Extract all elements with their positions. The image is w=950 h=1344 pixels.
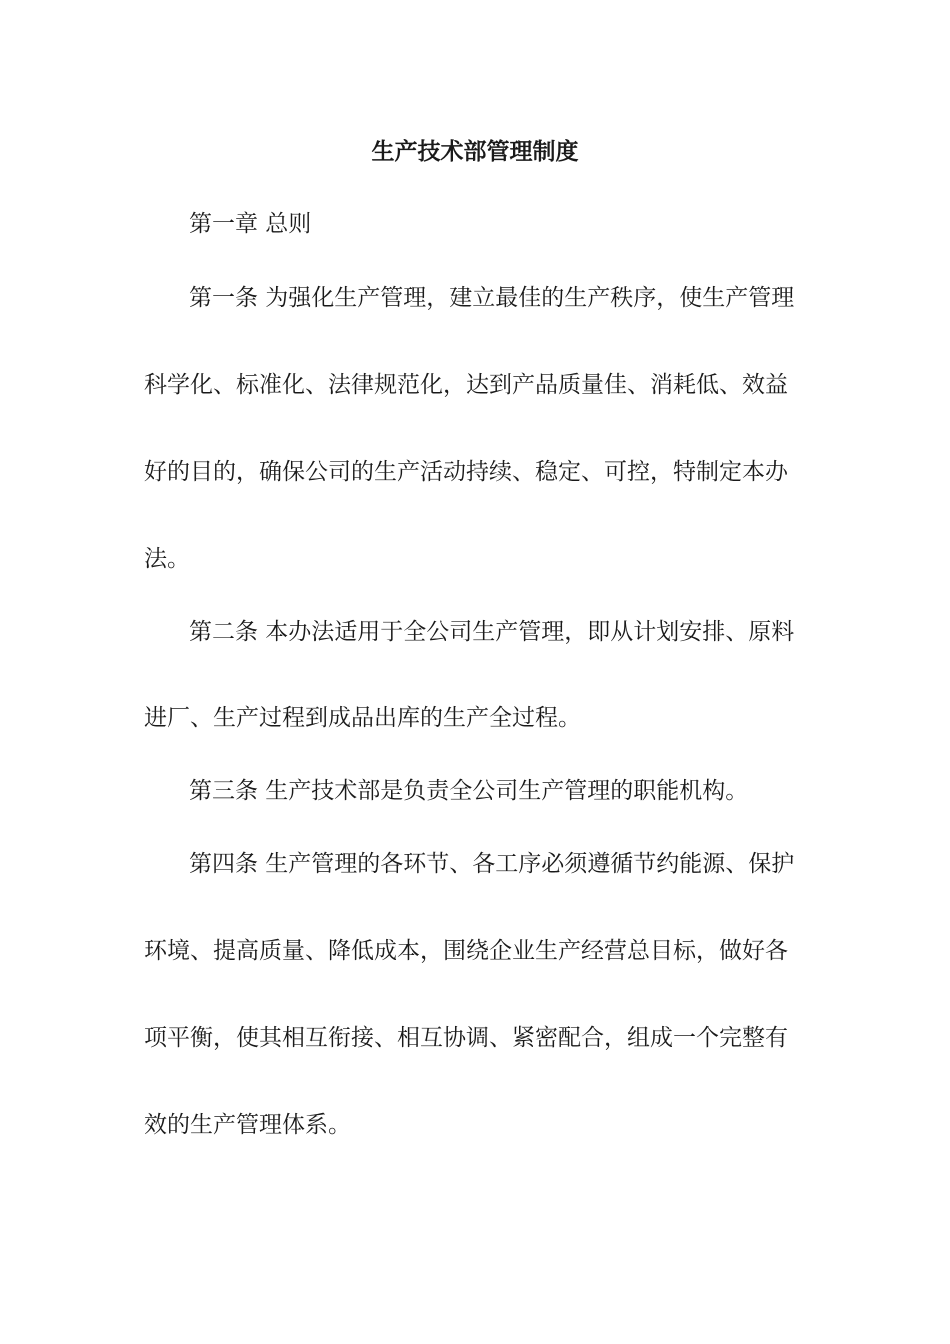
document-title: 生产技术部管理制度 [371, 139, 579, 165]
article-1-line-2: 科学化、标准化、法律规范化，达到产品质量佳、消耗低、效益 [144, 372, 788, 398]
article-4-line-4: 效的生产管理体系。 [144, 1112, 351, 1138]
article-3-line-1: 第三条 生产技术部是负责全公司生产管理的职能机构。 [189, 778, 749, 804]
article-4-line-1: 第四条 生产管理的各环节、各工序必须遵循节约能源、保护 [189, 851, 795, 877]
article-4-line-3: 项平衡，使其相互衔接、相互协调、紧密配合，组成一个完整有 [144, 1025, 788, 1051]
article-2-line-1: 第二条 本办法适用于全公司生产管理，即从计划安排、原料 [189, 619, 795, 645]
article-1-line-3: 好的目的，确保公司的生产活动持续、稳定、可控，特制定本办 [144, 459, 788, 485]
article-1-line-4: 法。 [144, 546, 190, 572]
chapter-heading: 第一章 总则 [189, 211, 312, 237]
article-1-line-1: 第一条 为强化生产管理，建立最佳的生产秩序，使生产管理 [189, 285, 795, 311]
article-4-line-2: 环境、提高质量、降低成本，围绕企业生产经营总目标，做好各 [144, 938, 788, 964]
article-2-line-2: 进厂、生产过程到成品出库的生产全过程。 [144, 705, 581, 731]
